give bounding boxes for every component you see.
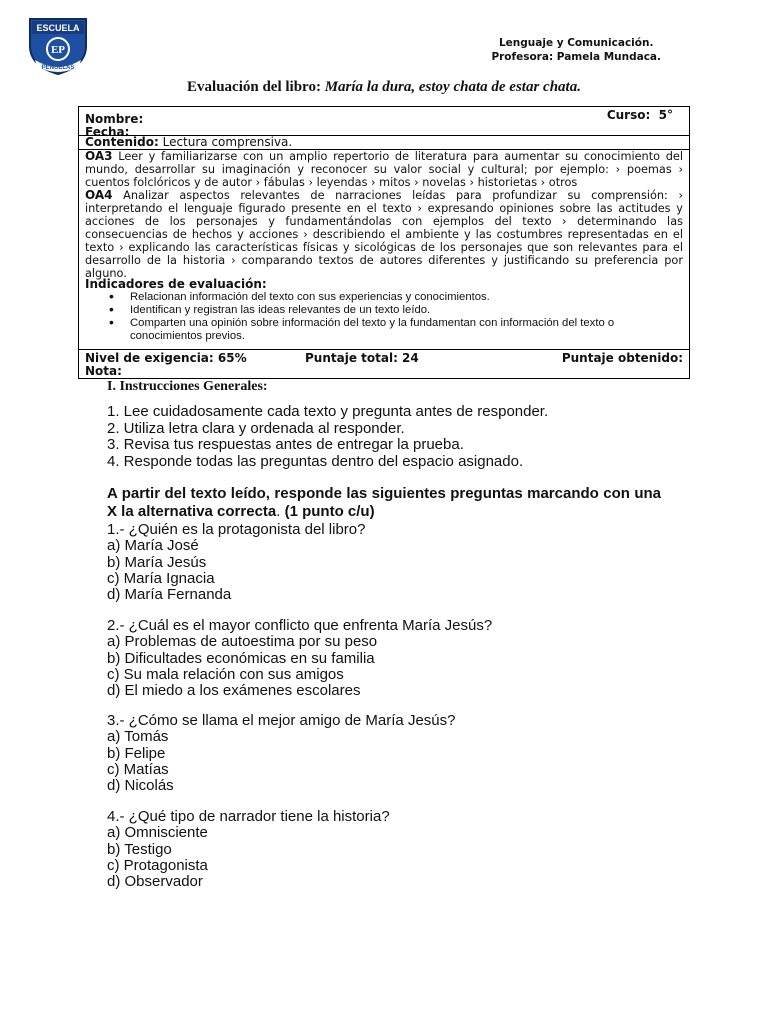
header-info — [491, 36, 661, 64]
option-c[interactable]: c) Protagonista — [107, 856, 208, 874]
evaluation-title — [0, 79, 768, 96]
content-row — [85, 135, 683, 149]
school-logo — [27, 16, 89, 76]
grade-row — [85, 364, 683, 378]
student-info-box — [78, 106, 690, 379]
oa3-label: OA3 — [85, 149, 113, 163]
content-value: Lectura comprensiva. — [162, 135, 293, 149]
list-item: 2. Utiliza letra clara y ordenada al responder. — [107, 419, 405, 437]
total-label: Puntaje total: 24 — [305, 351, 419, 365]
oa4-text: OA4 Analizar aspectos relevantes de narraciones leídas para profundizar su comprensión: › interpretando el lenguaje figurado presente en el texto › expresando opiniones sobre las actitudes y acciones de los personajes y fundamentándolas con ejemplos del texto › determinando las consecuencias de hechos y acciones › describiendo el ambiente y las costumbres representadas en el texto › explicando las características físicas y sicológicas de los personajes que son relevantes para el desarrollo de la historia › comparando textos de autores diferentes y justificando su preferencia por alguno. — [85, 188, 683, 280]
subject-label: Lenguaje y Comunicación. — [498, 37, 654, 49]
option-a[interactable]: a) Tomás — [107, 728, 169, 746]
option-b[interactable]: b) Testigo — [107, 840, 172, 858]
obtained-label: Puntaje obtenido: — [561, 351, 683, 365]
option-b[interactable]: b) María Jesús — [107, 553, 207, 571]
list-item: • Comparten una opinión sobre información del texto y la fundamentan con información del texto o conocimientos previos. — [85, 317, 683, 343]
questions-intro: A partir del texto leído, responde las siguientes preguntas marcando con una X la alternativa correcta. (1 punto c/u) — [107, 485, 661, 520]
date-label: Fecha: — [85, 125, 130, 139]
level-label: Nivel de exigencia: 65% — [85, 351, 247, 365]
option-a[interactable]: a) María José — [107, 537, 199, 555]
divider — [79, 349, 689, 350]
list-item: • Identifican y registran las ideas relevantes de un texto leído. — [85, 304, 683, 317]
oa3-text: OA3 Leer y familiarizarse con un amplio repertorio de literatura para aumentar su conocimiento del mundo, desarrollar su imaginación y reconocer su valor social y cultural; por ejemplo: › poemas › cuentos folclóricos y de autor › fábulas › leyendas › mitos › novelas › historietas › otros — [85, 149, 684, 189]
list-item: 1. Lee cuidadosamente cada texto y pregunta antes de responder. — [107, 403, 549, 420]
indicators-section — [85, 277, 683, 343]
svg-text:EP: EP — [50, 44, 66, 56]
option-d[interactable]: d) María Fernanda — [107, 586, 232, 604]
question-text: 3.- ¿Cómo se llama el mejor amigo de María Jesús? — [107, 712, 456, 729]
option-c[interactable]: c) Su mala relación con sus amigos — [107, 665, 344, 683]
question-3 — [107, 713, 455, 794]
list-item: • Relacionan información del texto con sus experiencias y conocimientos. — [85, 291, 683, 304]
book-title: María la dura, estoy chata de estar chata. — [324, 79, 581, 95]
option-a[interactable]: a) Problemas de autoestima por su peso — [107, 633, 378, 651]
logo-top-text: ESCUELA — [36, 23, 80, 33]
question-4 — [107, 809, 390, 890]
list-item: 3. Revisa tus respuestas antes de entregar la prueba. — [107, 436, 464, 453]
option-c[interactable]: c) María Ignacia — [107, 569, 215, 587]
option-a[interactable]: a) Omnisciente — [107, 824, 208, 842]
name-label: Nombre: — [85, 112, 144, 126]
question-text: 1.- ¿Quién es la protagonista del libro? — [107, 521, 366, 538]
indicators-list — [85, 291, 683, 343]
option-d[interactable]: d) Nicolás — [107, 777, 174, 795]
grade-label: Nota: — [85, 364, 122, 378]
oa4-label: OA4 — [85, 188, 113, 202]
list-item: 4. Responde todas las preguntas dentro del espacio asignado. — [107, 452, 524, 470]
option-d[interactable]: d) Observador — [107, 873, 203, 891]
instructions-list — [107, 404, 548, 470]
option-b[interactable]: b) Felipe — [107, 744, 166, 762]
question-1 — [107, 522, 365, 603]
indicators-label: Indicadores de evaluación: — [85, 277, 267, 291]
title-prefix: Evaluación del libro: — [187, 79, 321, 95]
instructions-title: I. Instrucciones Generales: — [107, 379, 268, 394]
course-label: Curso: 5° — [606, 108, 673, 122]
question-text: 4.- ¿Qué tipo de narrador tiene la historia? — [107, 808, 390, 825]
score-row — [85, 351, 683, 365]
teacher-label: Profesora: Pamela Mundaca. — [491, 51, 661, 63]
option-c[interactable]: c) Matías — [107, 760, 169, 778]
content-label: Contenido: — [85, 135, 159, 149]
logo-bottom-text: PEÑUELAS — [41, 65, 75, 71]
option-d[interactable]: d) El miedo a los exámenes escolares — [107, 682, 361, 700]
question-2 — [107, 618, 492, 699]
question-text: 2.- ¿Cuál es el mayor conflicto que enfrenta María Jesús? — [107, 617, 493, 634]
option-b[interactable]: b) Dificultades económicas en su familia — [107, 649, 375, 667]
